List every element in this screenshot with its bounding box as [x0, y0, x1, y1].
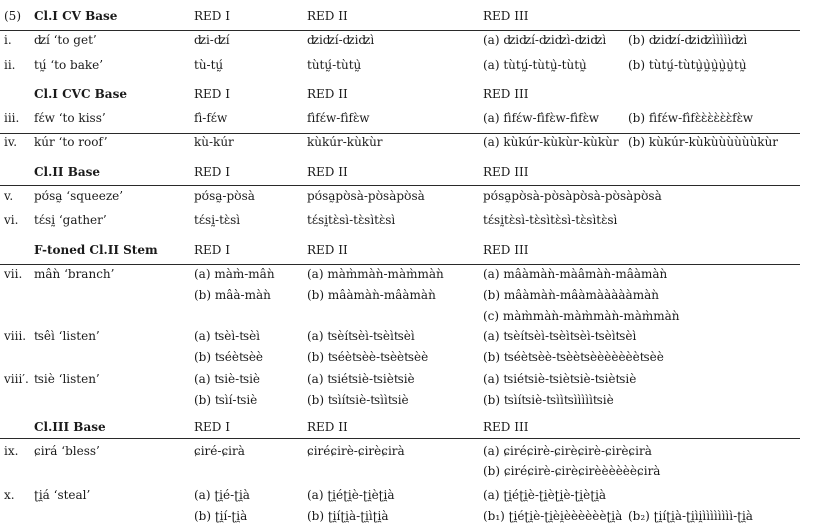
red-ii-form: (b) ʦéèʦèè-ʦèèʦèè	[307, 350, 429, 364]
red-i-form: RED I	[194, 420, 230, 434]
divider-line	[0, 30, 800, 31]
red-i-form: ʣi-ʣí	[194, 33, 230, 47]
red-ii-form: (b) mâàmàǹ-mâàmàǹ	[307, 288, 436, 302]
red-i-form: RED I	[194, 87, 230, 101]
example-number: ix.	[4, 444, 19, 458]
example-number: iii.	[4, 111, 20, 125]
base-form: ɕirá ‘bless’	[34, 444, 100, 458]
example-number: viii.	[4, 329, 27, 343]
red-i-form: fì-fɛ́w	[194, 111, 228, 125]
red-ii-form: tùtṵ́-tùtṵ̀	[307, 58, 362, 72]
red-i-form: ɕiré-ɕirà	[194, 444, 245, 458]
divider-line	[0, 264, 800, 265]
red-iii-form: (a) ʦèíʦèì-ʦèìʦèì-ʦèìʦèì	[483, 329, 637, 343]
example-number: ii.	[4, 58, 16, 72]
red-iii-form: (a) ʦiéʦiè-ʦièʦiè-ʦièʦiè	[483, 372, 637, 386]
red-ii-form: RED II	[307, 243, 348, 257]
red-iii-alt-form: (b) kùkúr-kùkùùùùùùkùr	[628, 135, 779, 149]
red-ii-form: (a) ʈi̯éʈi̯è-ʈi̯èʈi̯à	[307, 488, 395, 502]
red-iii-form: (b) ʦìíʦiè-ʦììʦìììììʦiè	[483, 393, 614, 407]
table-row	[0, 184, 827, 208]
red-iii-form: (a) kùkúr-kùkùr-kùkùr	[483, 135, 619, 149]
red-ii-form: fìfɛ́w-fìfɛ̀w	[307, 111, 370, 125]
section-header-row	[0, 415, 827, 439]
example-number: i.	[4, 33, 12, 47]
example-number: x.	[4, 488, 15, 502]
red-iii-alt-form: (b) tùtṵ́-tùtṵ̀ṵ̀ṵ̀ṵ̀ṵ̀tṵ̀	[628, 58, 747, 72]
red-iii-form: (c) màm̀màǹ-màm̀màǹ-màm̀màǹ	[483, 309, 680, 323]
red-iii-form: tɛ́sḭtɛ̀sì-tɛ̀sìtɛ̀sì-tɛ̀sìtɛ̀sì	[483, 213, 618, 227]
red-i-form: (b) ʦìí-ʦiè	[194, 393, 258, 407]
red-i-form: (b) mâà-màǹ	[194, 288, 271, 302]
red-iii-form: (a) tùtṵ́-tùtṵ̀-tùtṵ̀	[483, 58, 587, 72]
base-form: pʊ́sa̰ ‘squeeze’	[34, 189, 124, 203]
red-iii-form: pʊ́sa̰pʊ̀sà-pʊ̀sàpʊ̀sà-pʊ̀sàpʊ̀sà	[483, 189, 662, 203]
red-iii-form: RED III	[483, 9, 529, 23]
table-row	[0, 388, 827, 412]
red-iii-form: (b) ʦéèʦèè-ʦèèʦèèèèèèèʦèè	[483, 350, 664, 364]
red-iii-form: RED III	[483, 420, 529, 434]
red-iii-form: (a) mâàmàǹ-màâmàǹ-mâàmàǹ	[483, 267, 668, 281]
divider-line	[0, 185, 800, 186]
red-i-form: tù-tṵ́	[194, 58, 224, 72]
section-header-row	[0, 82, 827, 106]
red-ii-form: (a) ʦèíʦèì-ʦèìʦèì	[307, 329, 415, 343]
red-i-form: RED I	[194, 165, 230, 179]
base-form: ʣí ‘to get’	[34, 33, 97, 47]
table-row	[0, 459, 827, 483]
red-ii-form: (b) ʈi̯íʈi̯à-ʈi̯ìʈi̯à	[307, 509, 389, 523]
red-ii-form: RED II	[307, 87, 348, 101]
red-ii-form: ɕiréɕirè-ɕirèɕirà	[307, 444, 405, 458]
red-ii-form: RED II	[307, 9, 348, 23]
example-number: vi.	[4, 213, 19, 227]
red-iii-alt-form: (b) ʣiʣí-ʣiʣìììììʣì	[628, 33, 748, 47]
base-form: Cl.III Base	[34, 420, 106, 434]
red-iii-form: (a) ʣiʣí-ʣiʣì-ʣiʣì	[483, 33, 607, 47]
red-ii-form: tɛ́sḭtɛ̀sì-tɛ̀sìtɛ̀sì	[307, 213, 396, 227]
base-form: kúr ‘to roof’	[34, 135, 108, 149]
red-iii-form: (a) fìfɛ́w-fìfɛ̀w-fìfɛ̀w	[483, 111, 600, 125]
example-number: (5)	[4, 9, 21, 23]
example-number: viii′.	[4, 372, 29, 386]
red-iii-form: (a) ʈi̯éʈi̯è-ʈi̯èʈi̯è-ʈi̯èʈi̯à	[483, 488, 607, 502]
red-ii-form: (a) màm̀màǹ-màm̀màǹ	[307, 267, 444, 281]
table-row	[0, 53, 827, 77]
base-form: Cl.I CV Base	[34, 9, 118, 23]
base-form: F-toned Cl.II Stem	[34, 243, 158, 257]
red-iii-form: RED III	[483, 87, 529, 101]
red-iii-form: (b) ɕiréɕirè-ɕirèɕirèèèèèèɕirà	[483, 464, 661, 478]
base-form: ʦiè ‘listen’	[34, 372, 100, 386]
base-form: mâǹ ‘branch’	[34, 267, 115, 281]
red-ii-form: ʣiʣí-ʣiʣì	[307, 33, 375, 47]
red-i-form: (a) ʦèì-ʦèì	[194, 329, 261, 343]
red-i-form: (a) màm̀-mâǹ	[194, 267, 275, 281]
example-number: vii.	[4, 267, 23, 281]
red-ii-form: RED II	[307, 420, 348, 434]
base-form: ʈi̯á ‘steal’	[34, 488, 91, 502]
divider-line	[0, 438, 800, 439]
base-form: Cl.II Base	[34, 165, 100, 179]
table-row	[0, 28, 827, 52]
red-iii-form: RED III	[483, 165, 529, 179]
red-i-form: (b) ʦéèʦèè	[194, 350, 264, 364]
red-iii-form: (b) mâàmàǹ-mâàmàààààmàǹ	[483, 288, 659, 302]
red-ii-form: kùkúr-kùkùr	[307, 135, 383, 149]
table-row	[0, 106, 827, 130]
base-form: Cl.I CVC Base	[34, 87, 127, 101]
red-i-form: (a) ʈi̯é-ʈi̯à	[194, 488, 250, 502]
base-form: tṵ́ ‘to bake’	[34, 58, 104, 72]
red-ii-form: pʊ́sa̰pʊ̀sà-pʊ̀sàpʊ̀sà	[307, 189, 425, 203]
example-number: iv.	[4, 135, 18, 149]
red-ii-form: (b) ʦìíʦiè-ʦììʦiè	[307, 393, 409, 407]
red-i-form: tɛ́sḭ-tɛ̀sì	[194, 213, 241, 227]
red-i-form: RED I	[194, 243, 230, 257]
section-header-row	[0, 238, 827, 262]
red-ii-form: RED II	[307, 165, 348, 179]
base-form: tɛ́sḭ ‘gather’	[34, 213, 107, 227]
red-iii-form: (a) ɕiréɕirè-ɕirèɕirè-ɕirèɕirà	[483, 444, 652, 458]
red-i-form: pʊ́sa̰-pʊ̀sà	[194, 189, 255, 203]
section-header-row	[0, 160, 827, 184]
divider-line	[0, 133, 800, 134]
section-header-row	[0, 4, 827, 28]
red-iii-form: RED III	[483, 243, 529, 257]
base-form: fɛ́w ‘to kiss’	[34, 111, 106, 125]
red-ii-form: (a) ʦiéʦiè-ʦièʦiè	[307, 372, 415, 386]
example-number: v.	[4, 189, 14, 203]
table-row	[0, 208, 827, 232]
table-row	[0, 504, 827, 528]
red-iii-alt-form: (b) fìfɛ́w-fìfɛ̀ɛ̀ɛ̀ɛ̀ɛ̀ɛ̀fɛ̀w	[628, 111, 754, 125]
base-form: ʦêì ‘listen’	[34, 329, 100, 343]
table-row	[0, 345, 827, 369]
red-i-form: (a) ʦiè-ʦiè	[194, 372, 261, 386]
red-iii-alt-form: (b₂) ʈi̯íʈi̯à-ʈi̯ìi̯ìììììììì-ʈi̯à	[628, 509, 753, 523]
red-i-form: (b) ʈi̯í-ʈi̯à	[194, 509, 248, 523]
red-i-form: kù-kúr	[194, 135, 234, 149]
red-iii-form: (b₁) ʈi̯éʈi̯è-ʈi̯èi̯èèèèèèʈi̯à	[483, 509, 623, 523]
red-i-form: RED I	[194, 9, 230, 23]
